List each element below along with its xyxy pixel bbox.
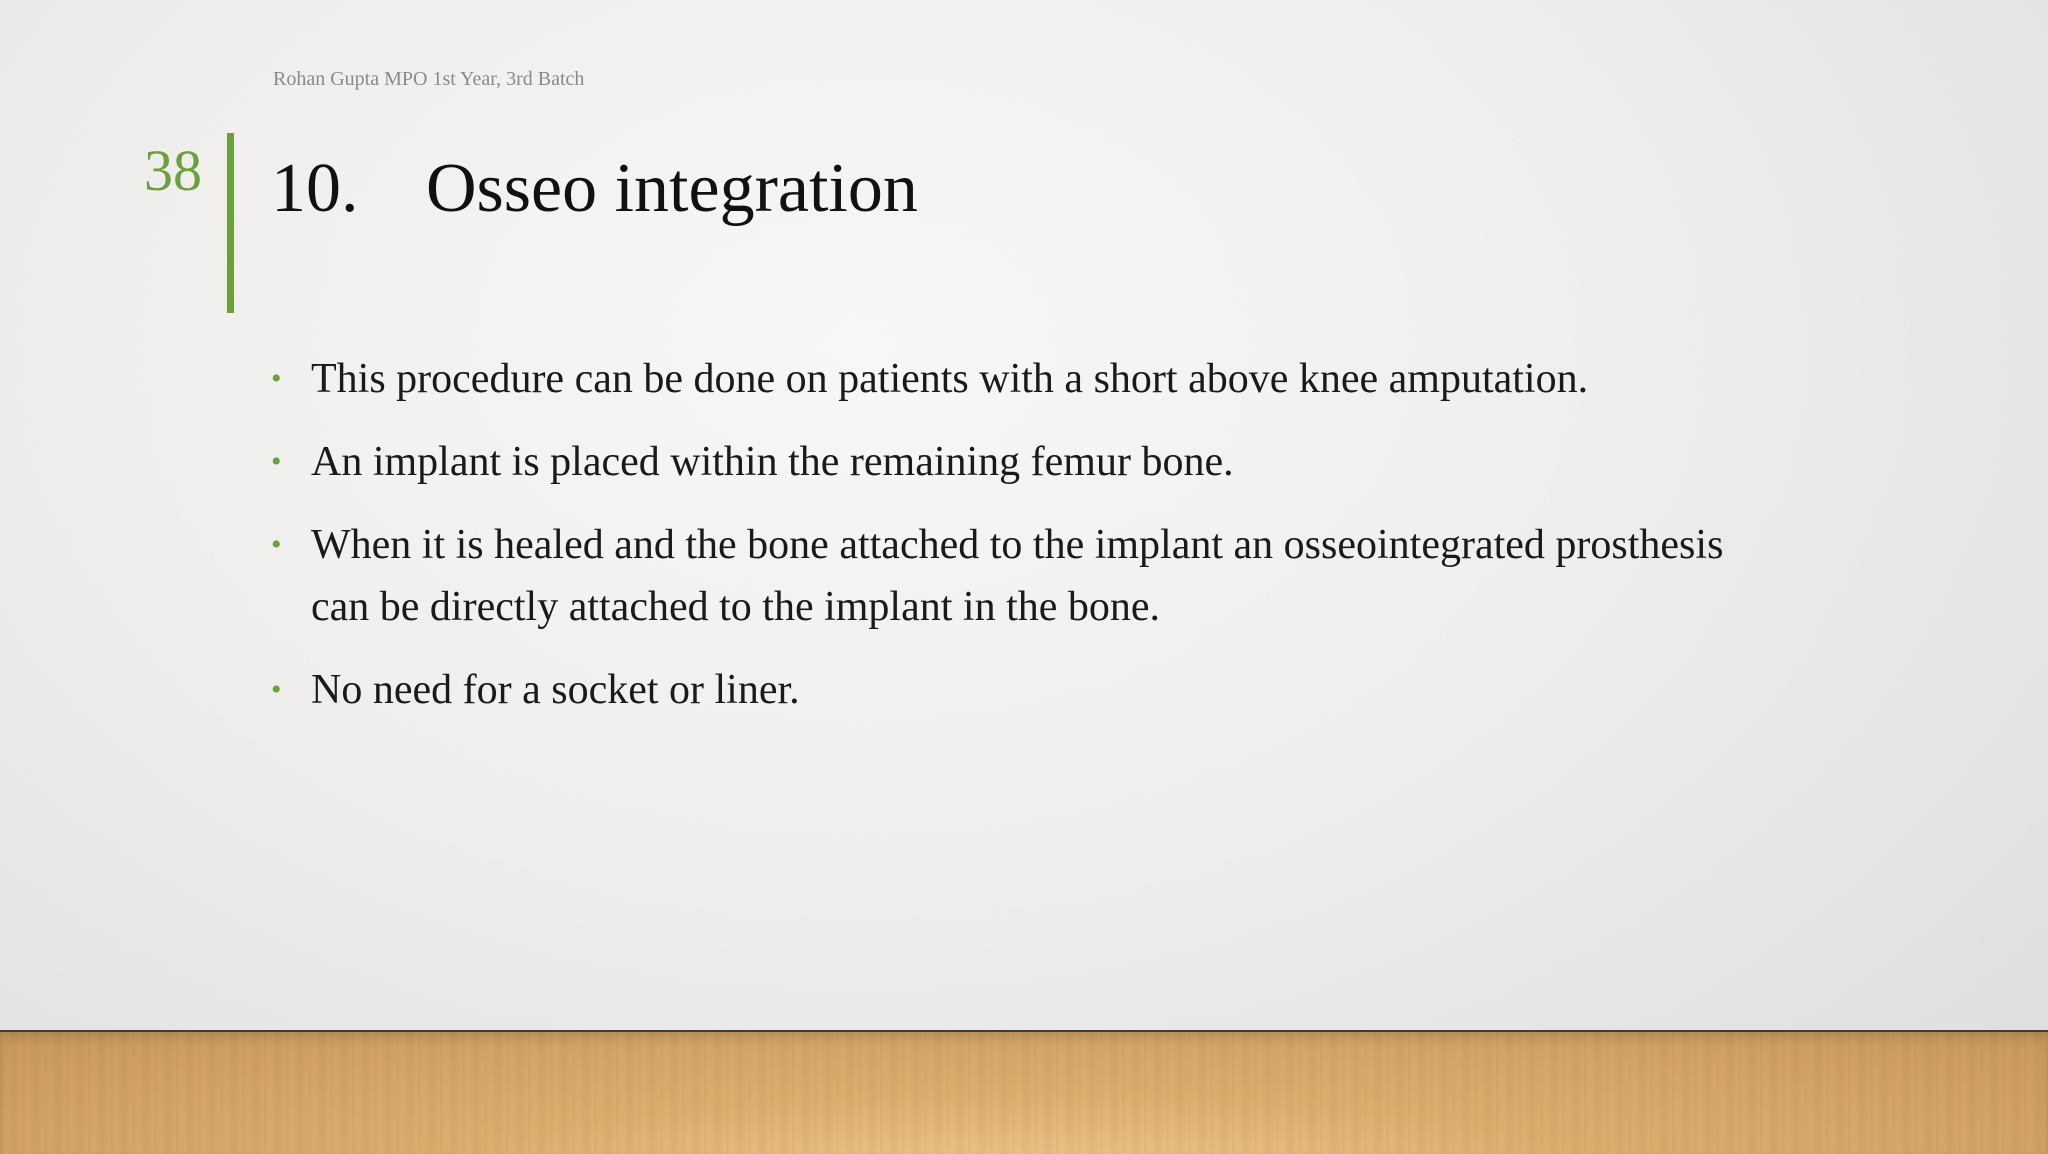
bullet-item — [271, 348, 1791, 410]
bullet-icon: • — [271, 362, 282, 395]
bullet-item — [271, 431, 1791, 493]
bullet-text: This procedure can be done on patients with a short above knee amputation. — [311, 356, 1589, 402]
bullet-icon: • — [271, 673, 282, 706]
bullet-text: An implant is placed within the remaining femur bone. — [311, 439, 1234, 485]
title-number: 10. — [271, 150, 359, 227]
footer-text: Rohan Gupta MPO 1st Year, 3rd Batch — [273, 68, 585, 90]
wooden-floor-background — [0, 1030, 2048, 1154]
bullet-text: When it is healed and the bone attached to the implant an osseointegrated prosthesis can be directly attached to the implant in the bone. — [311, 522, 1724, 630]
accent-bar — [227, 133, 234, 313]
title-text: Osseo integration — [426, 150, 918, 227]
bullet-item — [271, 659, 1791, 721]
bullet-icon: • — [271, 445, 282, 478]
slide-title — [271, 150, 918, 227]
bullet-icon: • — [271, 528, 282, 561]
slide-number: 38 — [144, 138, 202, 203]
bullet-list — [271, 348, 1791, 742]
bullet-text: No need for a socket or liner. — [311, 667, 800, 713]
bullet-item — [271, 514, 1791, 638]
